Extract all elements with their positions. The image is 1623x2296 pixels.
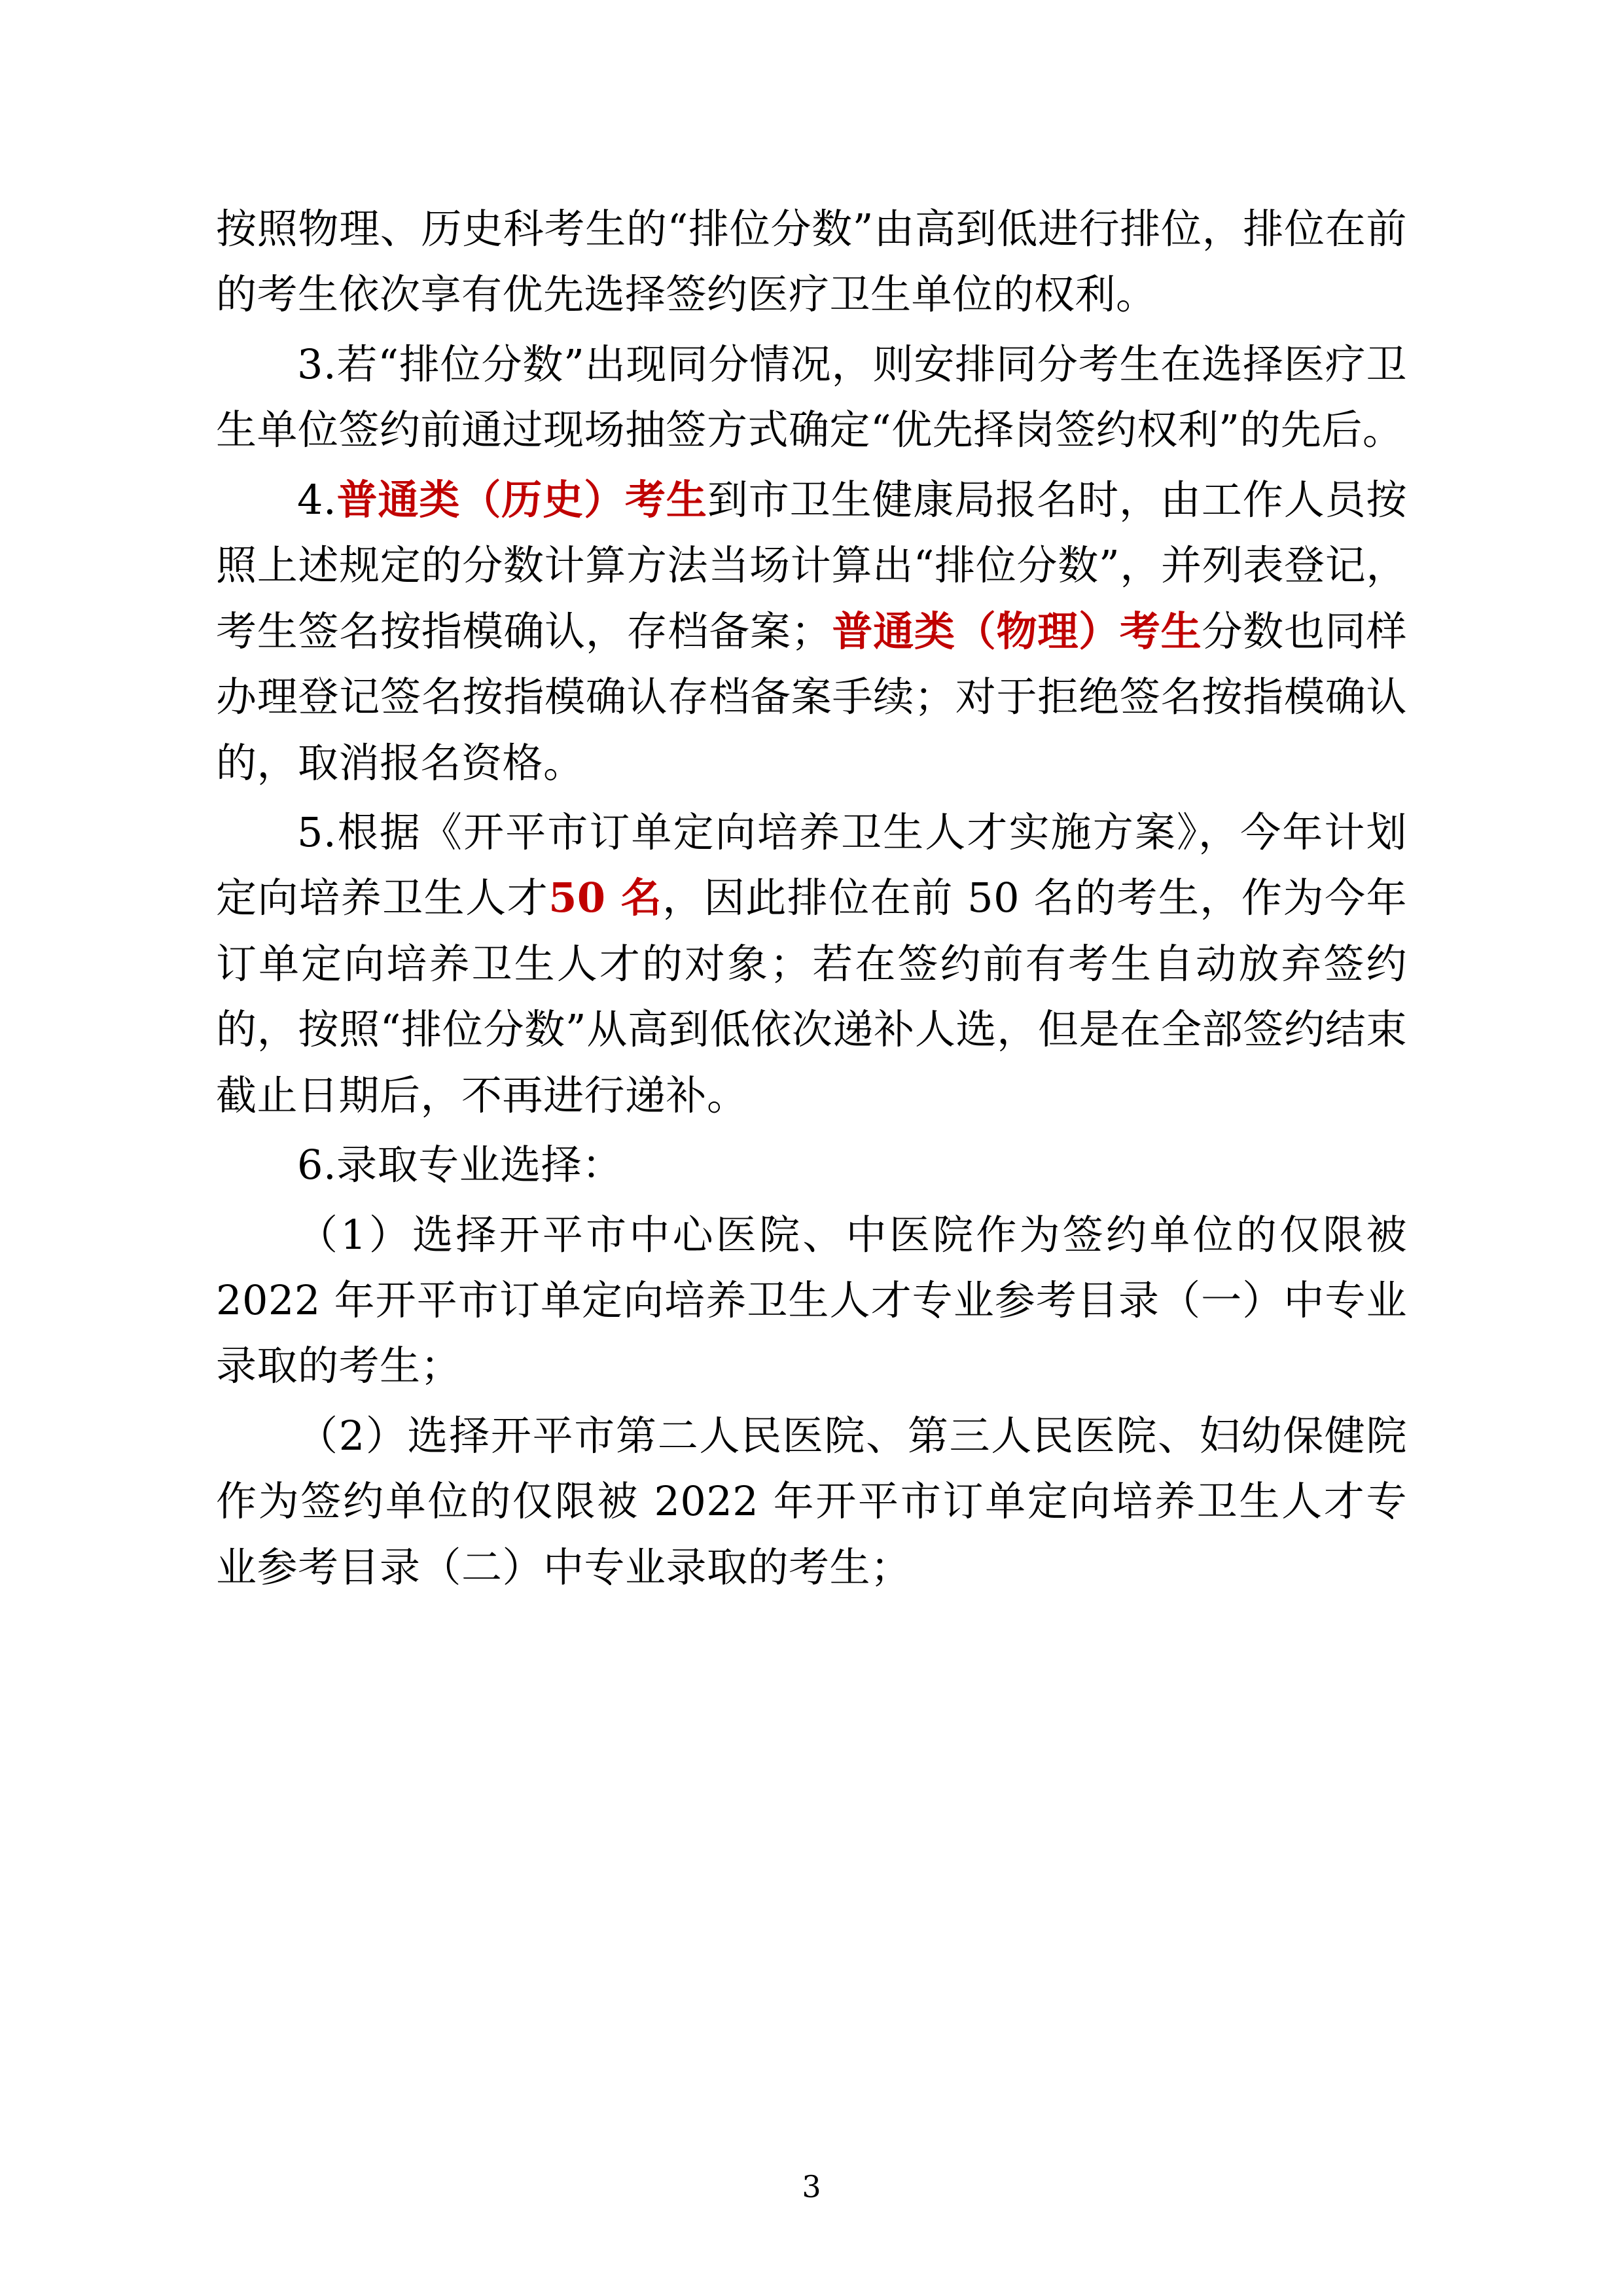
body-text: 按照物理、历史科考生的“排位分数”由高到低进行排位，排位在前的考生依次享有优先选择签约医疗卫生单位的权利。 <box>216 205 1407 319</box>
p-item-6 <box>216 1132 1407 1198</box>
p-item-5 <box>216 800 1407 1128</box>
body-text: 6.录取专业选择： <box>297 1141 623 1189</box>
highlighted-text: 普通类（历史）考生 <box>336 475 707 524</box>
p-item-4 <box>216 467 1407 796</box>
document-body <box>216 196 1407 1600</box>
highlighted-text: 普通类（物理）考生 <box>832 607 1202 655</box>
highlighted-text: 50 名 <box>548 874 663 922</box>
body-text: 5.根据《开平市订单定向培养卫生人才实施方案》，今年计划定向培养卫生人才 <box>216 808 1407 922</box>
p-item-6-1 <box>216 1202 1407 1399</box>
body-text: （1）选择开平市中心医院、中医院作为签约单位的仅限被 2022 年开平市订单定向培养卫生人才专业参考目录（一）中专业录取的考生； <box>216 1210 1407 1390</box>
body-text: （2）选择开平市第二人民医院、第三人民医院、妇幼保健院作为签约单位的仅限被 2022 年开平市订单定向培养卫生人才专业参考目录（二）中专业录取的考生； <box>216 1411 1407 1591</box>
p-item-3 <box>216 332 1407 463</box>
body-text: 到市卫生健康局报名时，由工作人员按照上述规定的分数计算方法当场计算出“排位分数”，并列表登记，考生签名按指模确认，存档备案； <box>216 475 1407 655</box>
body-text: 3.若“排位分数”出现同分情况，则安排同分考生在选择医疗卫生单位签约前通过现场抽签方式确定“优先择岗签约权利”的先后。 <box>216 340 1407 454</box>
p-continuation <box>216 196 1407 328</box>
body-text: ，因此排位在前 50 名的考生，作为今年订单定向培养卫生人才的对象；若在签约前有考生自动放弃签约的，按照“排位分数”从高到低依次递补人选，但是在全部签约结束截止日期后，不再进行递补。 <box>216 874 1407 1119</box>
body-text: 分数也同样办理登记签名按指模确认存档备案手续；对于拒绝签名按指模确认的，取消报名资格。 <box>216 607 1407 787</box>
page-number: 3 <box>802 2169 821 2204</box>
body-text: 4. <box>297 475 337 524</box>
p-item-6-2 <box>216 1403 1407 1600</box>
